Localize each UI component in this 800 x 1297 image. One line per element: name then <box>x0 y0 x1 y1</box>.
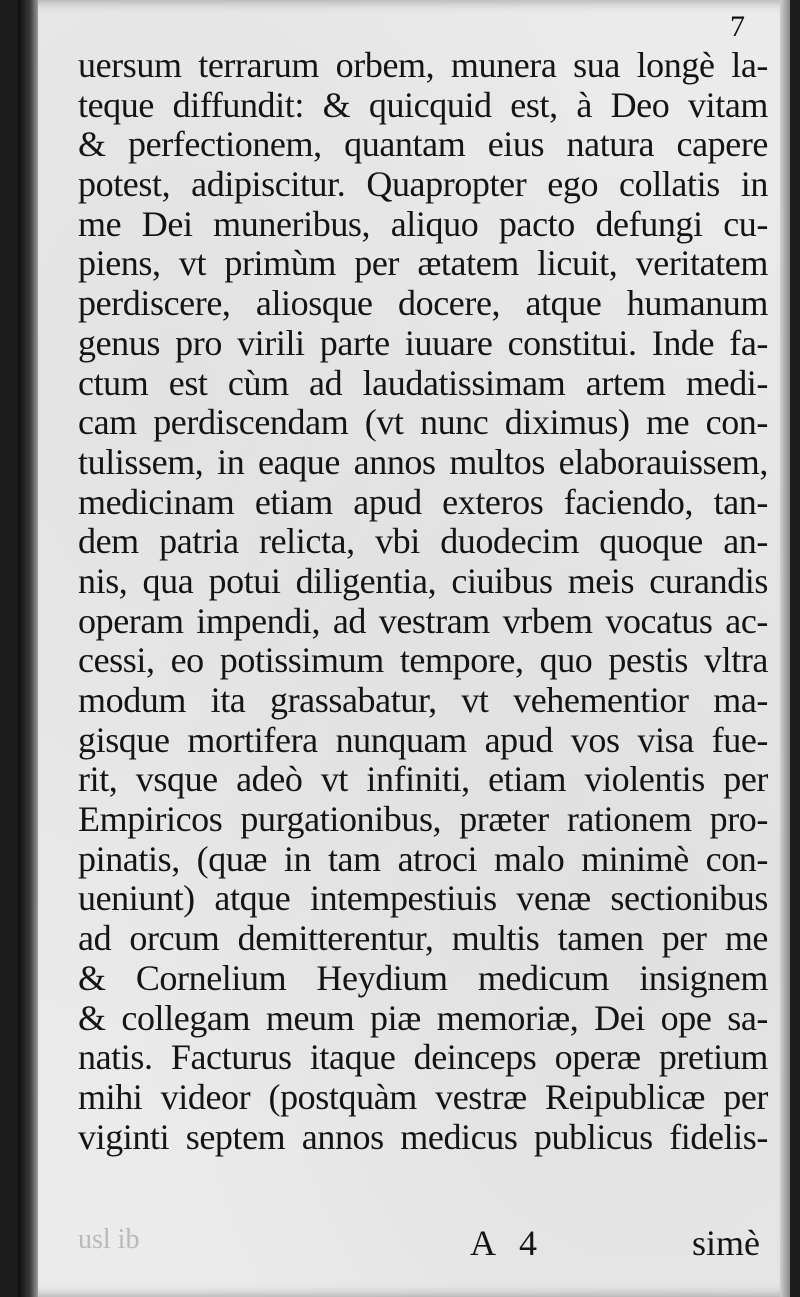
text-line: medicinam etiam apud exteros faciendo, tan- <box>78 482 768 522</box>
page-footer <box>78 1222 768 1266</box>
text-line: perdiscere, aliosque docere, atque humanum <box>78 284 768 324</box>
text-line: pinatis, (quæ in tam atroci malo minimè con- <box>78 839 768 879</box>
text-line: & perfectionem, quantam eius natura capere <box>78 125 768 165</box>
signature-mark: A 4 <box>470 1223 546 1263</box>
text-line: genus pro virili parte iuuare constitui. Inde fa- <box>78 323 768 363</box>
text-line: & collegam meum piæ memoriæ, Dei ope sa- <box>78 998 768 1038</box>
text-line: me Dei muneribus, aliquo pacto defungi cu- <box>78 204 768 244</box>
text-line: potest, adipiscitur. Quapropter ego collatis in <box>78 165 768 205</box>
body-text <box>78 46 768 1157</box>
page-right-edge <box>780 0 790 1297</box>
text-line: ctum est cùm ad laudatissimam artem medi- <box>78 363 768 403</box>
page-gutter-shadow <box>18 0 38 1297</box>
text-line: operam impendi, ad vestram vrbem vocatus ac- <box>78 601 768 641</box>
text-line: viginti septem annos medicus publicus fidelis- <box>78 1117 768 1157</box>
text-line: cessi, eo potissimum tempore, quo pestis vltra <box>78 641 768 681</box>
book-page <box>18 0 790 1297</box>
text-line: rit, vsque adeò vt infiniti, etiam violentis per <box>78 760 768 800</box>
text-line: teque diffundit: & quicquid est, à Deo vitam <box>78 85 768 125</box>
text-line: natis. Facturus itaque deinceps operæ pretium <box>78 1038 768 1078</box>
text-line: nis, qua potui diligentia, ciuibus meis curandis <box>78 561 768 601</box>
text-line: ad orcum demitterentur, multis tamen per me <box>78 919 768 959</box>
text-line: mihi videor (postquàm vestræ Reipublicæ per <box>78 1077 768 1117</box>
text-line: piens, vt primùm per ætatem licuit, veritatem <box>78 244 768 284</box>
text-line: & Cornelium Heydium medicum insignem <box>78 958 768 998</box>
text-line: uersum terrarum orbem, munera sua longè la- <box>78 46 768 85</box>
text-line: tulissem, in eaque annos multos elaborauissem, <box>78 442 768 482</box>
page-number: 7 <box>730 10 745 43</box>
catchword: simè <box>692 1223 760 1263</box>
text-line: gisque mortifera nunquam apud vos visa fue- <box>78 720 768 760</box>
text-line: modum ita grassabatur, vt vehementior ma- <box>78 681 768 720</box>
text-line: cam perdiscendam (vt nunc diximus) me con- <box>78 403 768 443</box>
text-line: dem patria relicta, vbi duodecim quoque an- <box>78 522 768 562</box>
text-line: Empiricos purgationibus, præter rationem pro- <box>78 800 768 840</box>
text-line: ueniunt) atque intempestiuis venæ sectionibus <box>78 879 768 919</box>
bleed-through-text: usl ib <box>78 1224 140 1255</box>
